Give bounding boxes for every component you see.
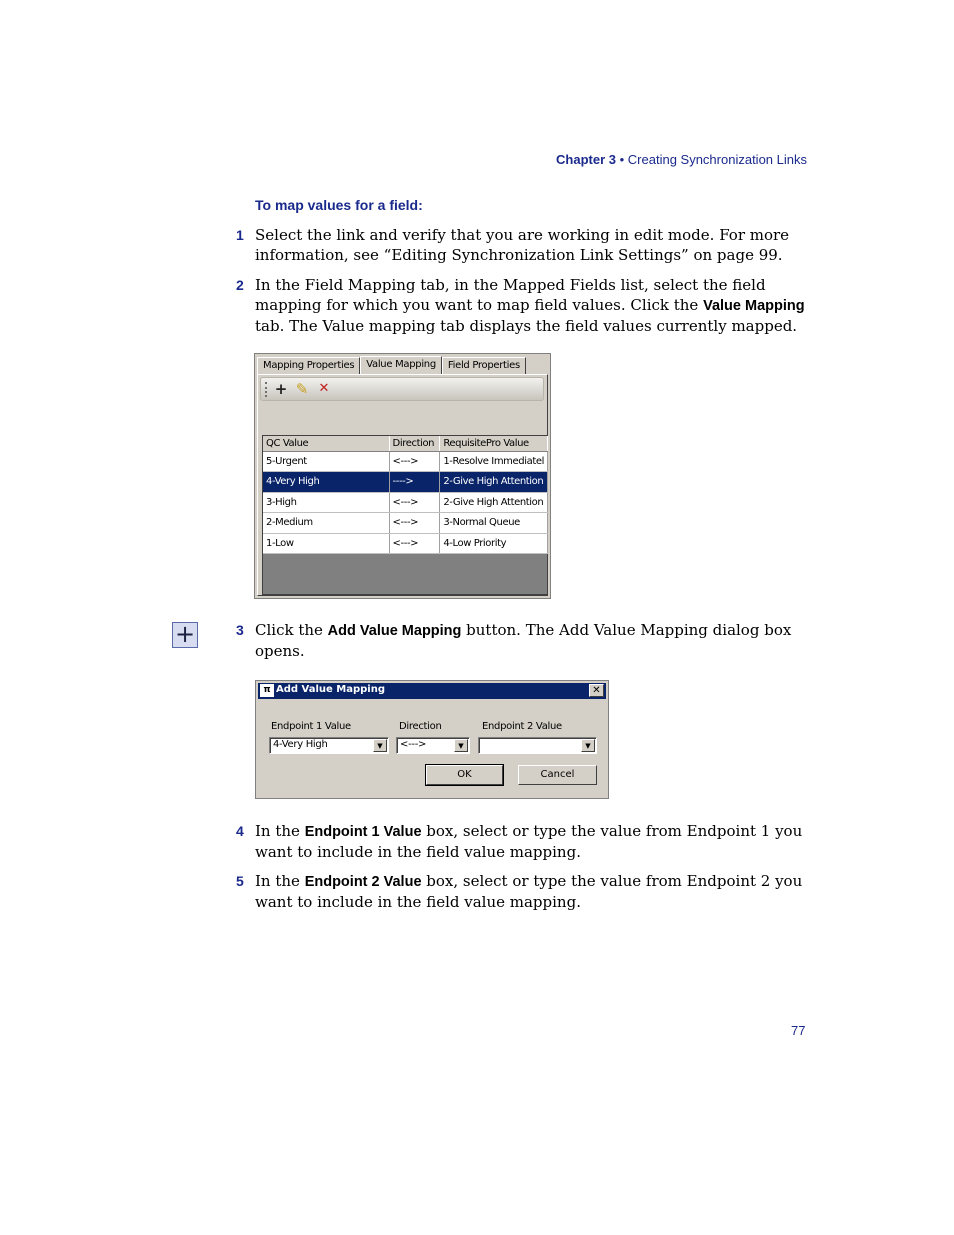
requisitepro-value-cell: 2-Give High Attention — [440, 472, 548, 493]
endpoint2-label: Endpoint 2 Value — [482, 721, 562, 732]
step-number: 3 — [236, 622, 244, 638]
step-text-pre: In the — [255, 822, 305, 840]
step-text-post: button. The Add Value Mapping dialog box opens. — [255, 621, 792, 660]
step-text: Select the link and verify that you are working in edit mode. For more information, see “Editing Synchronization Link Settings” on page 99. — [255, 226, 790, 264]
column-header-requisitepro-value[interactable]: RequisitePro Value — [440, 436, 548, 451]
delete-x-icon[interactable]: ✕ — [318, 381, 330, 396]
step-text — [255, 275, 811, 336]
procedure-title: To map values for a field: — [255, 197, 423, 213]
qc-value-cell: 1-Low — [263, 533, 389, 554]
qc-value-cell: 2-Medium — [263, 513, 389, 534]
requisitepro-value-cell: 3-Normal Queue — [440, 513, 548, 534]
requisitepro-value-cell: 2-Give High Attention — [440, 492, 548, 513]
direction-cell: <---> — [389, 451, 440, 472]
step-5 — [236, 871, 811, 912]
dialog-titlebar[interactable] — [258, 683, 606, 699]
dialog-title: Add Value Mapping — [276, 684, 386, 695]
step-text-pre: In the — [255, 872, 305, 890]
step-text — [255, 821, 811, 862]
table-row-selected[interactable] — [263, 472, 548, 493]
requisitepro-value-cell: 4-Low Priority — [440, 533, 548, 554]
direction-select[interactable] — [396, 737, 470, 754]
column-header-qc-value[interactable]: QC Value — [263, 436, 389, 451]
header-separator: • — [616, 152, 628, 167]
step-number: 1 — [236, 227, 244, 243]
ui-term: Add Value Mapping — [327, 623, 462, 639]
step-text — [255, 620, 811, 661]
table-row[interactable] — [263, 492, 548, 513]
column-header-direction[interactable]: Direction — [389, 436, 440, 451]
add-value-mapping-dialog — [255, 680, 609, 799]
ui-term: Endpoint 1 Value — [304, 824, 422, 840]
value-mapping-screenshot — [254, 353, 551, 599]
table-row[interactable] — [263, 533, 548, 554]
value-mapping-grid — [262, 435, 548, 595]
add-icon[interactable]: + — [274, 380, 288, 398]
direction-cell: <---> — [389, 513, 440, 534]
grid-header-row — [263, 436, 548, 451]
step-text — [255, 871, 811, 912]
qc-value-cell: 3-High — [263, 492, 389, 513]
direction-label: Direction — [399, 721, 442, 732]
step-text-pre: In the Field Mapping tab, in the Mapped Fields list, select the field mapping for which you want to map field values. Click the — [255, 276, 766, 314]
endpoint1-value: 4-Very High — [273, 739, 328, 750]
edit-pencil-icon[interactable]: ✎ — [295, 380, 309, 398]
qc-value-cell: 4-Very High — [263, 472, 389, 493]
page-number: 77 — [791, 1023, 806, 1038]
step-number: 4 — [236, 823, 244, 839]
add-value-mapping-icon: + — [172, 622, 198, 648]
step-text-post: box, select or type the value from Endpoint 1 you want to include in the field value mapping. — [255, 822, 803, 861]
requisitepro-value-cell: 1-Resolve Immediatel — [440, 451, 548, 472]
chapter-label: Chapter 3 — [556, 152, 616, 167]
cancel-button[interactable]: Cancel — [518, 765, 597, 785]
step-text-post: box, select or type the value from Endpoint 2 you want to include in the field value mapping. — [255, 872, 803, 911]
section-title: Creating Synchronization Links — [627, 152, 807, 167]
tab-value-mapping[interactable]: Value Mapping — [360, 356, 442, 375]
value-mapping-toolbar — [260, 377, 544, 401]
toolbar-grip[interactable] — [265, 382, 268, 397]
chevron-down-icon[interactable]: ▼ — [454, 739, 468, 752]
tab-strip — [257, 355, 526, 374]
step-text-pre: Click the — [255, 621, 328, 639]
endpoint2-select[interactable] — [478, 737, 597, 754]
qc-value-cell: 5-Urgent — [263, 451, 389, 472]
step-number: 2 — [236, 277, 244, 293]
table-row[interactable] — [263, 513, 548, 534]
chevron-down-icon[interactable]: ▼ — [373, 739, 387, 752]
step-text-post: tab. The Value mapping tab displays the field values currently mapped. — [255, 317, 798, 335]
step-4 — [236, 821, 811, 862]
ok-button[interactable]: OK — [426, 765, 503, 785]
direction-value: <---> — [400, 739, 427, 750]
tab-field-properties[interactable]: Field Properties — [442, 357, 526, 374]
step-number: 5 — [236, 873, 244, 889]
chevron-down-icon[interactable]: ▼ — [581, 739, 595, 752]
close-icon[interactable]: ✕ — [589, 684, 604, 697]
ui-term: Value Mapping — [703, 298, 805, 314]
ui-term: Endpoint 2 Value — [304, 874, 422, 890]
step-1 — [236, 225, 811, 265]
direction-cell: ----> — [389, 472, 440, 493]
step-2 — [236, 275, 811, 336]
endpoint1-label: Endpoint 1 Value — [271, 721, 351, 732]
direction-cell: <---> — [389, 492, 440, 513]
endpoint1-select[interactable] — [269, 737, 389, 754]
table-row[interactable] — [263, 451, 548, 472]
tab-panel — [257, 374, 548, 596]
running-head — [556, 152, 807, 167]
app-icon: π — [260, 684, 274, 697]
tab-mapping-properties[interactable]: Mapping Properties — [257, 357, 360, 374]
direction-cell: <---> — [389, 533, 440, 554]
step-3 — [236, 620, 811, 661]
